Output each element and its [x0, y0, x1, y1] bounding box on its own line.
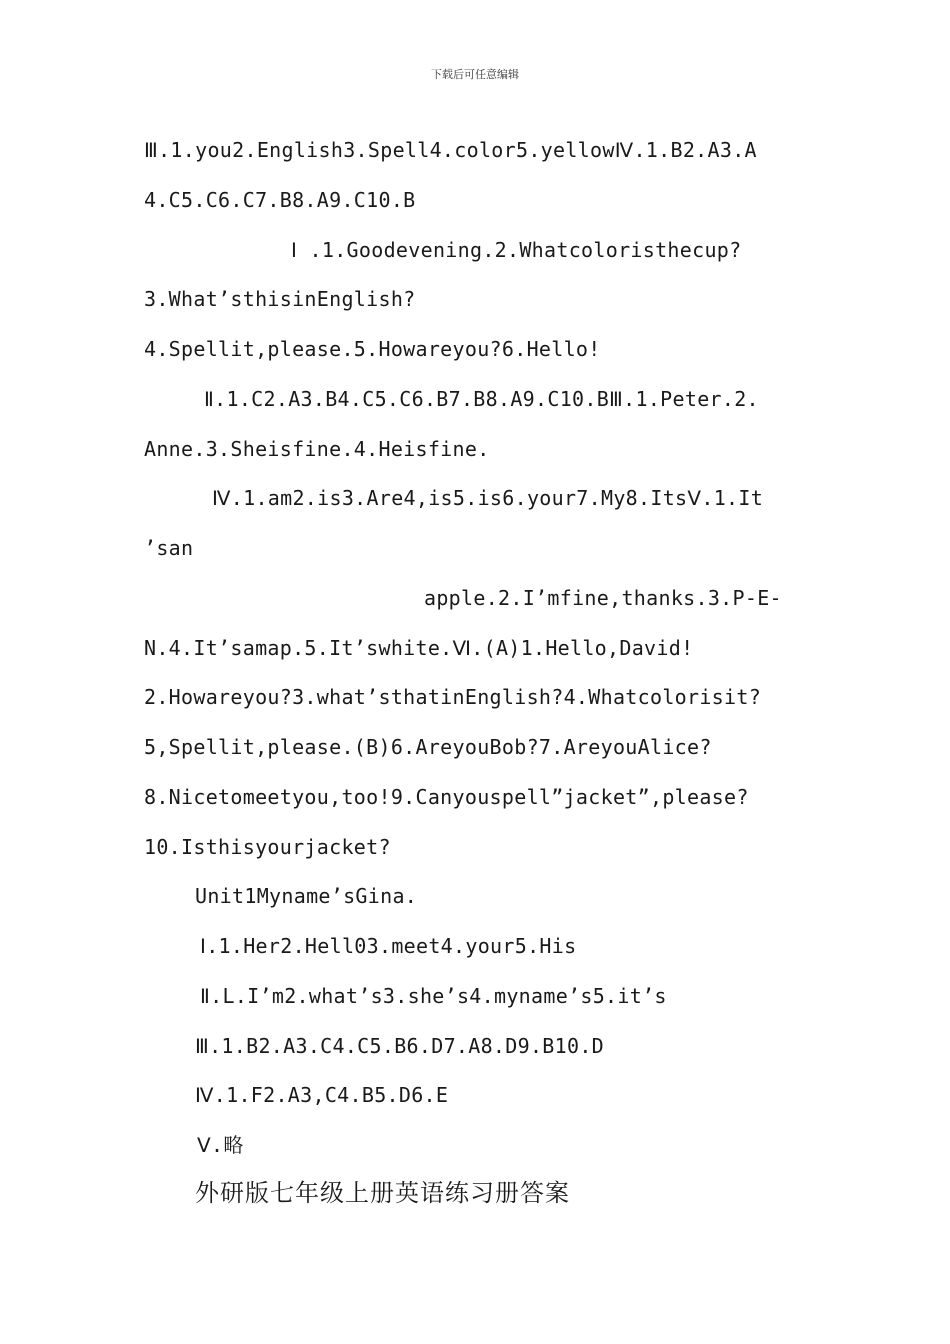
answer-line: Ⅲ.1.B2.A3.C4.C5.B6.D7.A8.D9.B10.D: [195, 1034, 605, 1058]
answer-line: Ⅳ.1.am2.is3.Are4,is5.is6.your7.My8.ItsⅤ.1.It: [212, 486, 764, 510]
answer-line: 4.Spellit,please.5.Howareyou?6.Hello!: [144, 337, 601, 361]
answer-line: Ⅳ.1.F2.A3,C4.B5.D6.E: [195, 1083, 449, 1107]
answer-line: Ⅱ.1.C2.A3.B4.C5.C6.B7.B8.A9.C10.BⅢ.1.Peter.2.: [204, 387, 759, 411]
answer-line: Ⅱ.L.I’m2.what’s3.she’s4.myname’s5.it’s: [200, 984, 667, 1008]
document-title: 外研版七年级上册英语练习册答案: [195, 1179, 570, 1207]
answer-line: Ⅰ.1.Her2.Hell03.meet4.your5.His: [200, 934, 577, 958]
answer-line: 3.What’sthisinEnglish?: [144, 287, 416, 311]
page-header: 下载后可任意编辑: [431, 68, 519, 81]
unit-heading: Unit1Myname’sGina.: [195, 884, 418, 908]
answer-line: 10.Isthisyourjacket?: [144, 835, 391, 859]
answer-line: Ⅴ.略: [197, 1133, 244, 1157]
answer-line: Ⅲ.1.you2.English3.Spell4.color5.yellowⅣ.1.B2.A3.A: [144, 138, 757, 162]
answer-line: 5,Spellit,please.(B)6.AreyouBob?7.AreyouAlice?: [144, 735, 712, 759]
answer-line: N.4.It’samap.5.It’swhite.Ⅵ.(A)1.Hello,David!: [144, 636, 694, 660]
answer-line: 2.Howareyou?3.what’sthatinEnglish?4.Whatcolorisit?: [144, 685, 762, 709]
answer-line: apple.2.I’mfine,thanks.3.P-E-: [424, 586, 782, 610]
answer-line: Anne.3.Sheisfine.4.Heisfine.: [144, 437, 490, 461]
answer-line: 8.Nicetomeetyou,too!9.Canyouspell”jacket”,please?: [144, 785, 749, 809]
answer-line: Ⅰ .1.Goodevening.2.Whatcoloristhecup?: [291, 238, 742, 262]
answer-line: ’san: [144, 536, 194, 560]
answer-line: 4.C5.C6.C7.B8.A9.C10.B: [144, 188, 416, 212]
